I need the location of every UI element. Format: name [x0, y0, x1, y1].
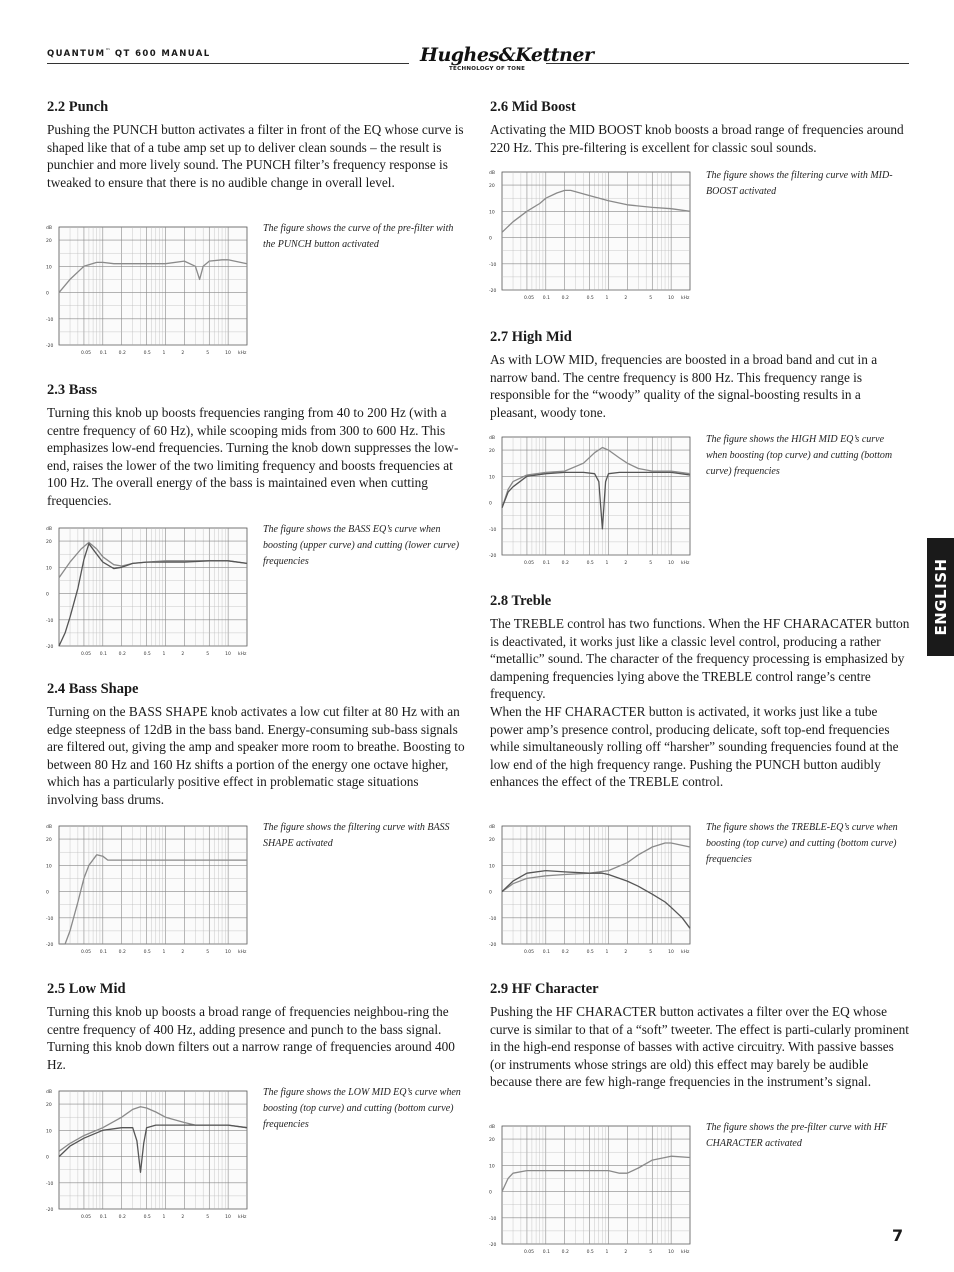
- y-tick-label: 0: [489, 236, 492, 242]
- x-tick-label: 5: [206, 1215, 210, 1220]
- y-tick-label: dB: [46, 527, 52, 532]
- section-high-mid: [490, 328, 910, 421]
- x-tick-label: 0.1: [99, 652, 107, 657]
- y-tick-label: 10: [46, 864, 52, 870]
- x-tick-label: 0.05: [523, 296, 534, 301]
- x-tick-label: 5: [206, 950, 210, 955]
- chart-svg: [45, 1085, 250, 1223]
- section-bass-shape: [47, 680, 467, 809]
- x-tick-label: 10: [225, 1215, 231, 1220]
- y-tick-label: dB: [489, 825, 495, 830]
- chart-svg: [45, 820, 250, 958]
- y-tick-label: -10: [489, 916, 497, 922]
- x-tick-label: 1: [605, 1250, 609, 1255]
- chart-svg: [488, 431, 693, 569]
- x-tick-label: 5: [649, 1250, 653, 1255]
- y-tick-label: 10: [46, 566, 52, 572]
- x-tick-label: kHz: [681, 950, 690, 955]
- x-tick-label: 10: [668, 296, 674, 301]
- section-mid-boost: [490, 98, 910, 156]
- x-tick-label: 2: [181, 351, 185, 356]
- section-heading: 2.9 HF Character: [490, 981, 599, 997]
- x-tick-label: 0.5: [586, 296, 594, 301]
- x-tick-label: 0.1: [99, 950, 107, 955]
- x-tick-label: 0.5: [143, 1215, 151, 1220]
- x-tick-label: 0.5: [586, 561, 594, 566]
- x-tick-label: 10: [225, 652, 231, 657]
- figure-caption: The figure shows the curve of the pre-filter with the PUNCH button activated: [263, 223, 454, 250]
- x-tick-label: 5: [649, 950, 653, 955]
- chart-svg: [488, 820, 693, 958]
- x-tick-label: 2: [624, 561, 628, 566]
- x-tick-label: 10: [668, 561, 674, 566]
- y-tick-label: 20: [46, 239, 52, 245]
- x-tick-label: 1: [162, 1215, 166, 1220]
- x-tick-label: 1: [162, 351, 166, 356]
- x-tick-label: 5: [206, 351, 210, 356]
- section-punch: [47, 98, 467, 191]
- y-tick-label: 20: [489, 838, 495, 844]
- x-tick-label: 0.05: [523, 950, 534, 955]
- x-tick-label: 0.2: [561, 561, 569, 566]
- x-tick-label: 0.1: [542, 1250, 550, 1255]
- x-tick-label: 0.2: [561, 296, 569, 301]
- x-tick-label: 2: [624, 296, 628, 301]
- x-tick-label: 10: [668, 950, 674, 955]
- section-heading: 2.3 Bass: [47, 382, 97, 398]
- x-tick-label: kHz: [681, 1250, 690, 1255]
- y-tick-label: 0: [489, 1190, 492, 1196]
- chart-high-mid: [488, 431, 693, 569]
- chart-bass-shape: [45, 820, 250, 958]
- y-tick-label: -20: [489, 943, 497, 948]
- plot-frame: [502, 1126, 690, 1244]
- x-tick-label: 0.2: [118, 652, 126, 657]
- language-tab: ENGLISH: [927, 538, 954, 656]
- chart-hf-character: [488, 1120, 693, 1258]
- x-tick-label: 0.05: [80, 950, 91, 955]
- x-tick-label: 0.5: [143, 351, 151, 356]
- x-tick-label: 0.05: [80, 1215, 91, 1220]
- section-hf-character: [490, 980, 910, 1091]
- figure-caption: The figure shows the filtering curve with BASS SHAPE activated: [263, 822, 450, 849]
- section-heading: 2.7 High Mid: [490, 329, 572, 345]
- x-tick-label: 0.2: [118, 351, 126, 356]
- plot-frame: [59, 528, 247, 646]
- x-tick-label: 0.05: [80, 652, 91, 657]
- y-tick-label: 20: [489, 449, 495, 455]
- figure-caption: The figure shows the TREBLE-EQ’s curve when boosting (top curve) and cutting (bottom curve) frequencies: [706, 822, 898, 865]
- x-tick-label: 0.2: [118, 950, 126, 955]
- x-tick-label: 0.05: [523, 561, 534, 566]
- chart-bass: [45, 522, 250, 660]
- y-tick-label: 10: [46, 265, 52, 271]
- section-low-mid: [47, 980, 467, 1073]
- y-tick-label: 10: [489, 475, 495, 481]
- x-tick-label: 5: [649, 296, 653, 301]
- chart-svg: [45, 221, 250, 359]
- x-tick-label: 1: [605, 561, 609, 566]
- figure-caption: The figure shows the HIGH MID EQ’s curve when boosting (top curve) and cutting (bottom curve) frequencies: [706, 434, 893, 477]
- brand-tagline: TECHNOLOGY OF TONE: [449, 66, 526, 72]
- plot-frame: [59, 1091, 247, 1209]
- x-tick-label: 0.5: [143, 950, 151, 955]
- y-tick-label: 0: [46, 1155, 49, 1161]
- y-tick-label: -10: [489, 262, 497, 268]
- section-heading: 2.5 Low Mid: [47, 981, 126, 997]
- y-tick-label: -20: [489, 289, 497, 294]
- x-tick-label: 1: [605, 296, 609, 301]
- x-tick-label: 5: [206, 652, 210, 657]
- figure-caption: The figure shows the BASS EQ’s curve when boosting (upper curve) and cutting (lower curve) frequencies: [263, 524, 460, 567]
- x-tick-label: 2: [181, 652, 185, 657]
- x-tick-label: kHz: [238, 1215, 247, 1220]
- x-tick-label: 0.2: [118, 1215, 126, 1220]
- chart-treble: [488, 820, 693, 958]
- y-tick-label: -20: [46, 645, 54, 650]
- section-body: Turning this knob up boosts a broad range of frequencies neighbou-ring the centre frequency of 400 Hz, adding presence and punch to the bass signal. Turning this knob down filters out a narrow range of frequencies around 400 Hz.: [47, 1004, 455, 1072]
- chart-svg: [488, 1120, 693, 1258]
- x-tick-label: kHz: [238, 950, 247, 955]
- y-tick-label: 20: [489, 184, 495, 190]
- x-tick-label: 2: [624, 1250, 628, 1255]
- y-tick-label: 0: [46, 890, 49, 896]
- section-heading: 2.6 Mid Boost: [490, 99, 576, 115]
- section-body-2: When the HF CHARACTER button is activated, it works just like a tube power amp’s presence control, producing delicate, soft top-end frequencies while simultaneously rolling off “harsher” sounding frequencies found at the low end of the high frequency range. Pushing the PUNCH button audibly enhances the effect of the TREBLE control.: [490, 703, 899, 790]
- x-tick-label: kHz: [681, 296, 690, 301]
- chart-punch: [45, 221, 250, 359]
- x-tick-label: 1: [605, 950, 609, 955]
- x-tick-label: 0.05: [80, 351, 91, 356]
- y-tick-label: dB: [46, 1090, 52, 1095]
- x-tick-label: 0.5: [586, 950, 594, 955]
- y-tick-label: 0: [46, 592, 49, 598]
- y-tick-label: -10: [489, 1216, 497, 1222]
- chart-svg: [488, 166, 693, 304]
- x-tick-label: 0.2: [561, 1250, 569, 1255]
- x-tick-label: 10: [225, 351, 231, 356]
- y-tick-label: -20: [489, 554, 497, 559]
- y-tick-label: 20: [46, 838, 52, 844]
- chart-svg: [45, 522, 250, 660]
- x-tick-label: 2: [181, 950, 185, 955]
- figure-caption: The figure shows the filtering curve with MID-BOOST activated: [706, 170, 893, 197]
- y-tick-label: -20: [489, 1243, 497, 1248]
- x-tick-label: 0.05: [523, 1250, 534, 1255]
- y-tick-label: 0: [489, 501, 492, 507]
- x-tick-label: 10: [225, 950, 231, 955]
- section-body: Pushing the PUNCH button activates a filter in front of the EQ whose curve is shaped like that of a tube amp set up to deliver clean sounds – the result is punchier and more lively sound. The PUNCH filter’s frequency response is tweaked to ensure that there is no audible change in overall level.: [47, 122, 464, 190]
- plot-frame: [59, 227, 247, 345]
- y-tick-label: -20: [46, 1208, 54, 1213]
- y-tick-label: dB: [489, 436, 495, 441]
- header-rule-right: [546, 63, 909, 64]
- y-tick-label: 10: [489, 1164, 495, 1170]
- y-tick-label: dB: [46, 825, 52, 830]
- y-tick-label: -10: [46, 317, 54, 323]
- plot-frame: [502, 437, 690, 555]
- brand-logo: [420, 44, 594, 78]
- x-tick-label: 0.1: [542, 950, 550, 955]
- chart-mid-boost: [488, 166, 693, 304]
- y-tick-label: -20: [46, 344, 54, 349]
- x-tick-label: 1: [162, 950, 166, 955]
- x-tick-label: 0.1: [99, 351, 107, 356]
- y-tick-label: -20: [46, 943, 54, 948]
- section-heading: 2.8 Treble: [490, 593, 552, 609]
- y-tick-label: 10: [489, 210, 495, 216]
- x-tick-label: 1: [162, 652, 166, 657]
- x-tick-label: 0.5: [143, 652, 151, 657]
- plot-frame: [59, 826, 247, 944]
- section-body: As with LOW MID, frequencies are boosted in a broad band and cut in a narrow band. The centre frequency is 800 Hz. This frequency range is responsible for the “woody” quality of the signal-boosting results in a pleasant, woody tone.: [490, 352, 878, 420]
- x-tick-label: kHz: [238, 652, 247, 657]
- manual-title: QUANTUM™ QT 600 MANUAL: [47, 48, 211, 59]
- y-tick-label: dB: [489, 1125, 495, 1130]
- figure-caption: The figure shows the LOW MID EQ’s curve when boosting (top curve) and cutting (bottom curve) frequencies: [263, 1087, 461, 1130]
- x-tick-label: kHz: [681, 561, 690, 566]
- header-rule-left: [47, 63, 409, 64]
- y-tick-label: 20: [489, 1138, 495, 1144]
- section-heading: 2.2 Punch: [47, 99, 109, 115]
- section-bass: [47, 381, 467, 510]
- y-tick-label: -10: [489, 527, 497, 533]
- y-tick-label: -10: [46, 916, 54, 922]
- x-tick-label: 0.2: [561, 950, 569, 955]
- y-tick-label: 20: [46, 1103, 52, 1109]
- section-body: Turning this knob up boosts frequencies ranging from 40 to 200 Hz (with a centre frequency of 60 Hz), while scooping mids from 300 to 600 Hz. This emphasizes low-end frequencies. Turning the knob down suppresses the low-end, raises the lower of the two limiting frequency and boosts frequencies at 100 Hz. The overall energy of the bass is maintained even when cutting frequencies.: [47, 405, 459, 508]
- y-tick-label: dB: [489, 171, 495, 176]
- x-tick-label: 0.1: [542, 296, 550, 301]
- y-tick-label: -10: [46, 618, 54, 624]
- section-body: The TREBLE control has two functions. When the HF CHARACATER button is deactivated, it works just like a classic level control, producing a rather “metallic” sound. The character of the frequency processing is emphasized by dampening frequencies lying above the TREBLE control range’s centre frequency.: [490, 616, 910, 702]
- y-tick-label: dB: [46, 226, 52, 231]
- y-tick-label: -10: [46, 1181, 54, 1187]
- x-tick-label: 0.1: [99, 1215, 107, 1220]
- page-number: 7: [892, 1226, 904, 1245]
- plot-frame: [502, 172, 690, 290]
- x-tick-label: 0.5: [586, 1250, 594, 1255]
- x-tick-label: kHz: [238, 351, 247, 356]
- section-treble: [490, 592, 910, 791]
- y-tick-label: 10: [46, 1129, 52, 1135]
- x-tick-label: 5: [649, 561, 653, 566]
- y-tick-label: 10: [489, 864, 495, 870]
- section-body: Pushing the HF CHARACTER button activates a filter over the EQ whose curve is similar to that of a “soft” tweeter. The effect is parti-cularly prominent in the high-end response of basses with active circuitry. With passive basses (or instruments whose strings are old) this effect may barely be audible because there are few high-range frequencies in the instrument’s signal.: [490, 1004, 909, 1090]
- x-tick-label: 0.1: [542, 561, 550, 566]
- brand-logo-script: Hughes&Kettner: [420, 44, 594, 66]
- y-tick-label: 0: [46, 291, 49, 297]
- section-heading: 2.4 Bass Shape: [47, 681, 139, 697]
- y-tick-label: 20: [46, 540, 52, 546]
- chart-low-mid: [45, 1085, 250, 1223]
- x-tick-label: 2: [624, 950, 628, 955]
- x-tick-label: 2: [181, 1215, 185, 1220]
- y-tick-label: 0: [489, 890, 492, 896]
- x-tick-label: 10: [668, 1250, 674, 1255]
- section-body: Activating the MID BOOST knob boosts a broad range of frequencies around 220 Hz. This pre-filtering is excellent for classic soul sounds.: [490, 122, 904, 155]
- figure-caption: The figure shows the pre-filter curve with HF CHARACTER activated: [706, 1122, 888, 1149]
- section-body: Turning on the BASS SHAPE knob activates a low cut filter at 80 Hz with an edge steepness of 12dB in the bass band. Energy-consuming sub-bass signals are filtered out, giving the amp and speaker more room to breathe. Boosting to between 80 Hz and 160 Hz shifts a portion of the energy one octave higher, which has a particularly positive effect in problematic stage situations involving bass drums.: [47, 704, 465, 807]
